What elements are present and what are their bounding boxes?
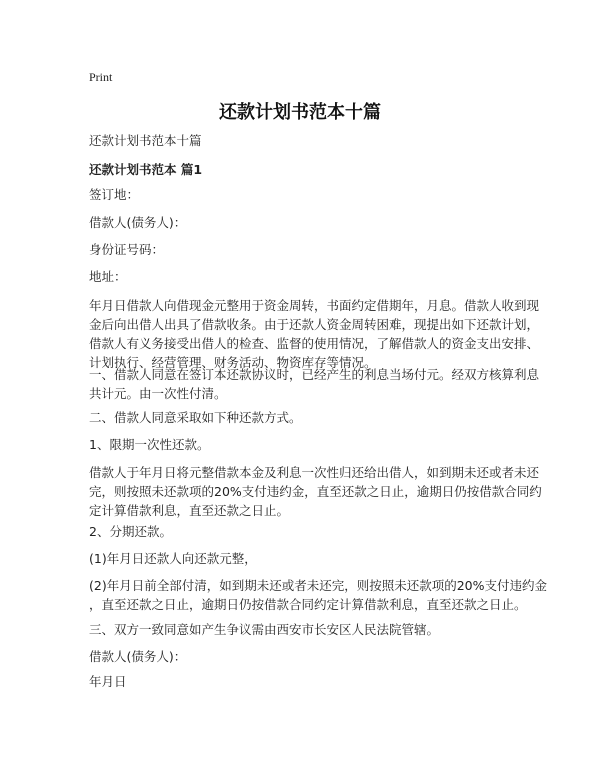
paragraph-line: 金后向出借人出具了借款收条。由于还款人资金周转困难，现提出如下还款计划， (89, 317, 540, 332)
clause-3: 三、双方一致同意如产生争议需由西安市长安区人民法院管辖。 (89, 622, 440, 637)
document-title: 还款计划书范本十篇 (219, 102, 381, 123)
paragraph-line: 借款人有义务接受出借人的检查、监督的使用情况，了解借款人的资金支出安排、 (89, 336, 540, 351)
print-link[interactable]: Print (89, 70, 113, 84)
clause-2: 二、借款人同意采取如下种还款方式。 (89, 410, 302, 425)
option-2-title: 2、分期还款。 (89, 524, 172, 539)
field-borrower: 借款人(债务人)： (89, 215, 187, 230)
sign-borrower: 借款人(债务人)： (89, 649, 187, 664)
field-address: 地址： (89, 269, 127, 284)
field-id-number: 身份证号码： (89, 242, 165, 257)
paragraph-line: ，直至还款之日止，逾期日仍按借款合同约定计算借款利息，直至还款之日止。 (89, 597, 527, 612)
option-1-title: 1、限期一次性还款。 (89, 437, 210, 452)
section-heading: 还款计划书范本 篇1 (89, 162, 203, 177)
paragraph-line: 一、借款人同意在签订本还款协议时，已经产生的利息当场付元。经双方核算利息 (89, 367, 540, 382)
paragraph-line: 完，则按照未还款项的20%支付违约金，直至还款之日止，逾期日仍按借款合同约 (89, 484, 542, 499)
paragraph-line: 共计元。由一次性付清。 (89, 386, 227, 401)
field-sign-place: 签订地： (89, 187, 140, 202)
paragraph-line: 借款人于年月日将元整借款本金及利息一次性归还给出借人，如到期未还或者未还 (89, 465, 540, 480)
sign-date: 年月日 (89, 674, 127, 689)
paragraph-line: 计划执行、经营管理、财务活动、物资库存等情况。 (89, 355, 377, 370)
paragraph-line: 年月日借款人向借现金元整用于资金周转，书面约定借期年，月息。借款人收到现 (89, 298, 540, 313)
document-subtitle: 还款计划书范本十篇 (89, 133, 202, 148)
option-2-item-1: (1)年月日还款人向还款元整， (89, 551, 257, 566)
paragraph-line: (2)年月日前全部付清，如到期未还或者未还完，则按照未还款项的20%支付违约金 (89, 578, 547, 593)
paragraph-line: 定计算借款利息，直至还款之日止。 (89, 503, 290, 518)
